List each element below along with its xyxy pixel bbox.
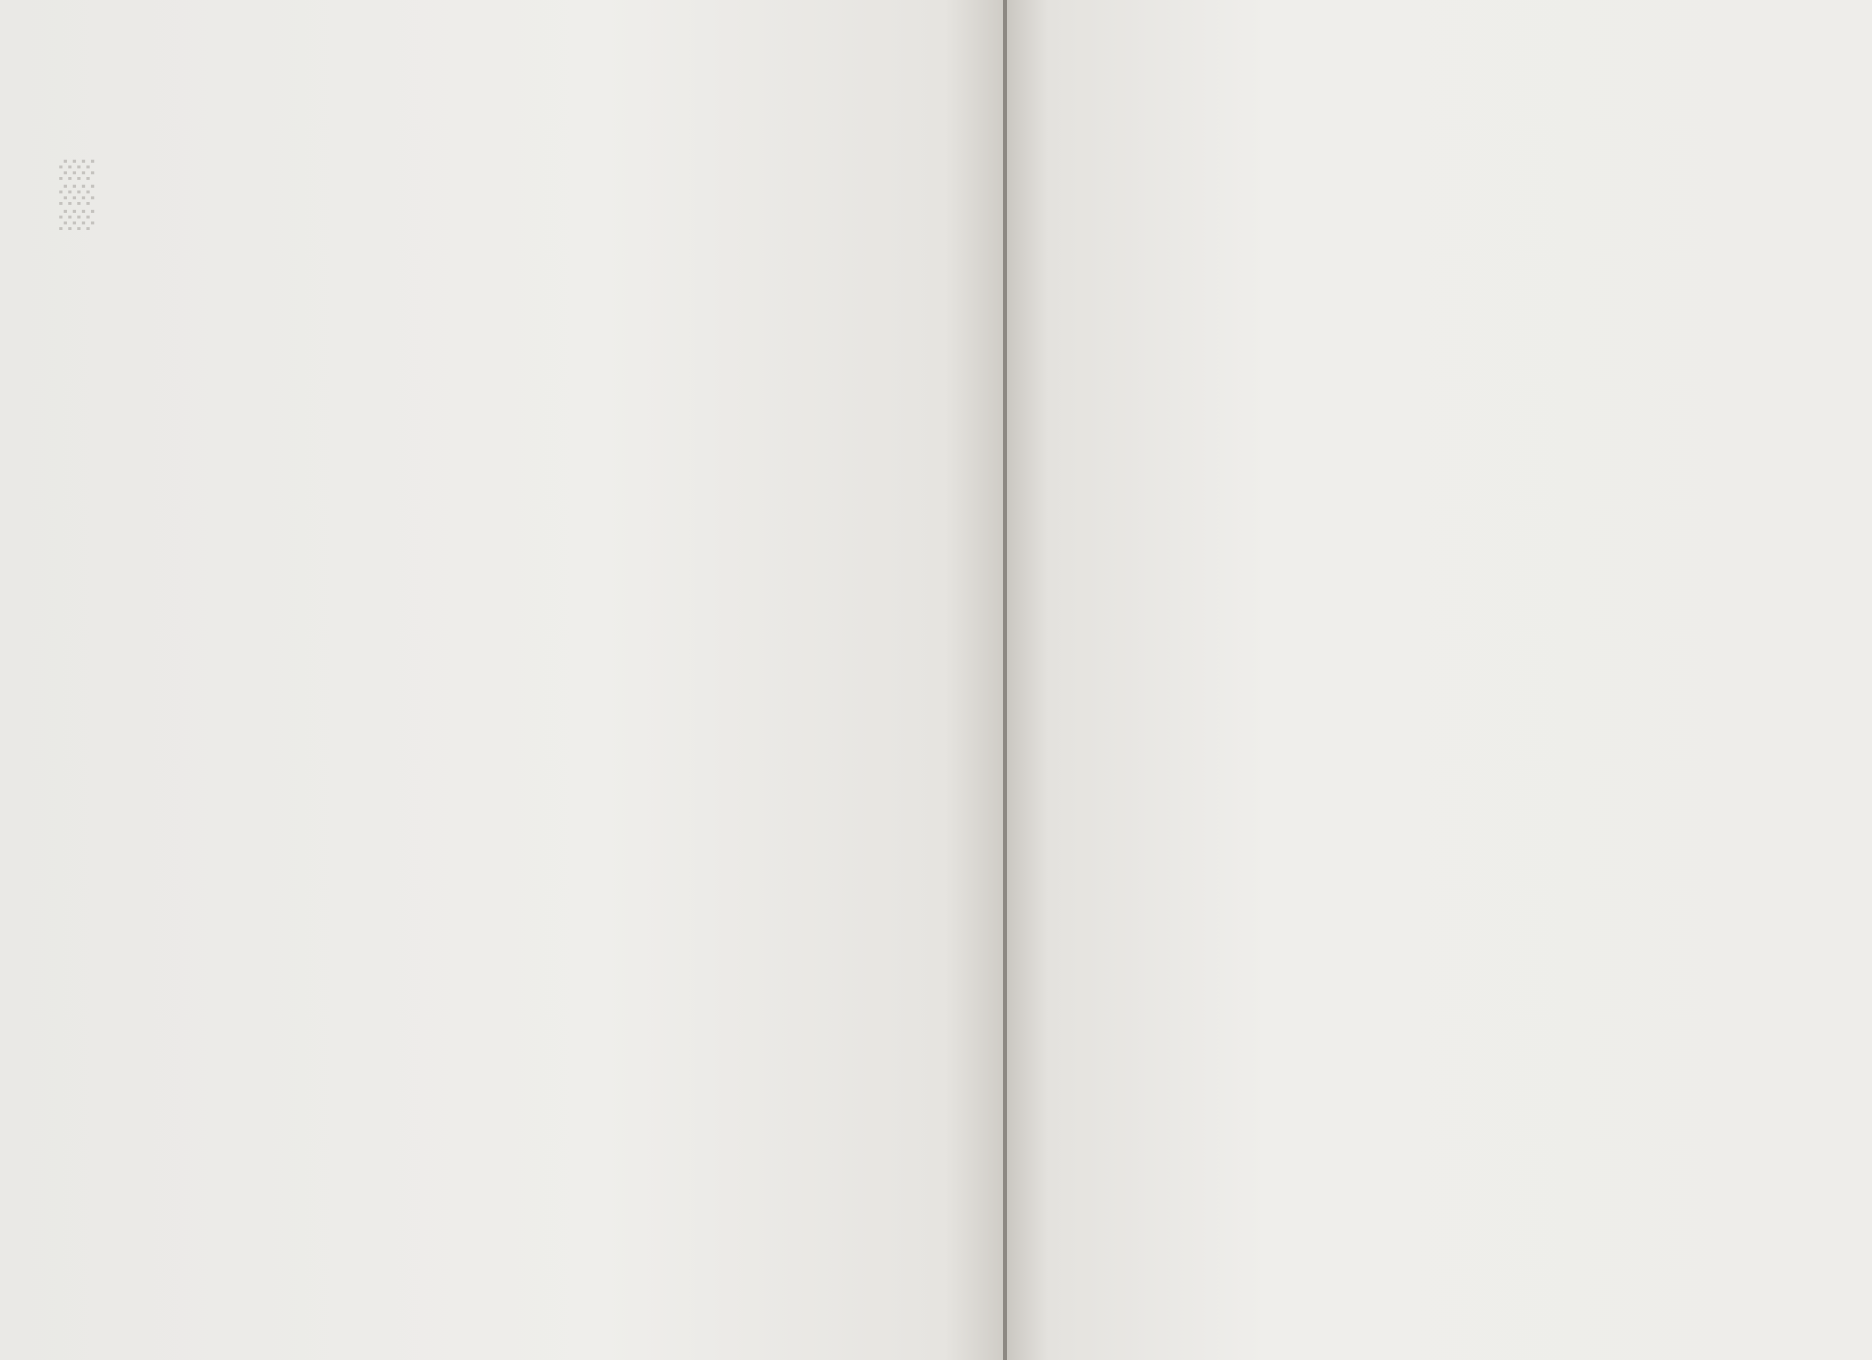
- book-spine: [1003, 0, 1007, 1360]
- right-page: [1005, 0, 1872, 1360]
- bleed-through-edge-text: ░░░: [60, 154, 95, 230]
